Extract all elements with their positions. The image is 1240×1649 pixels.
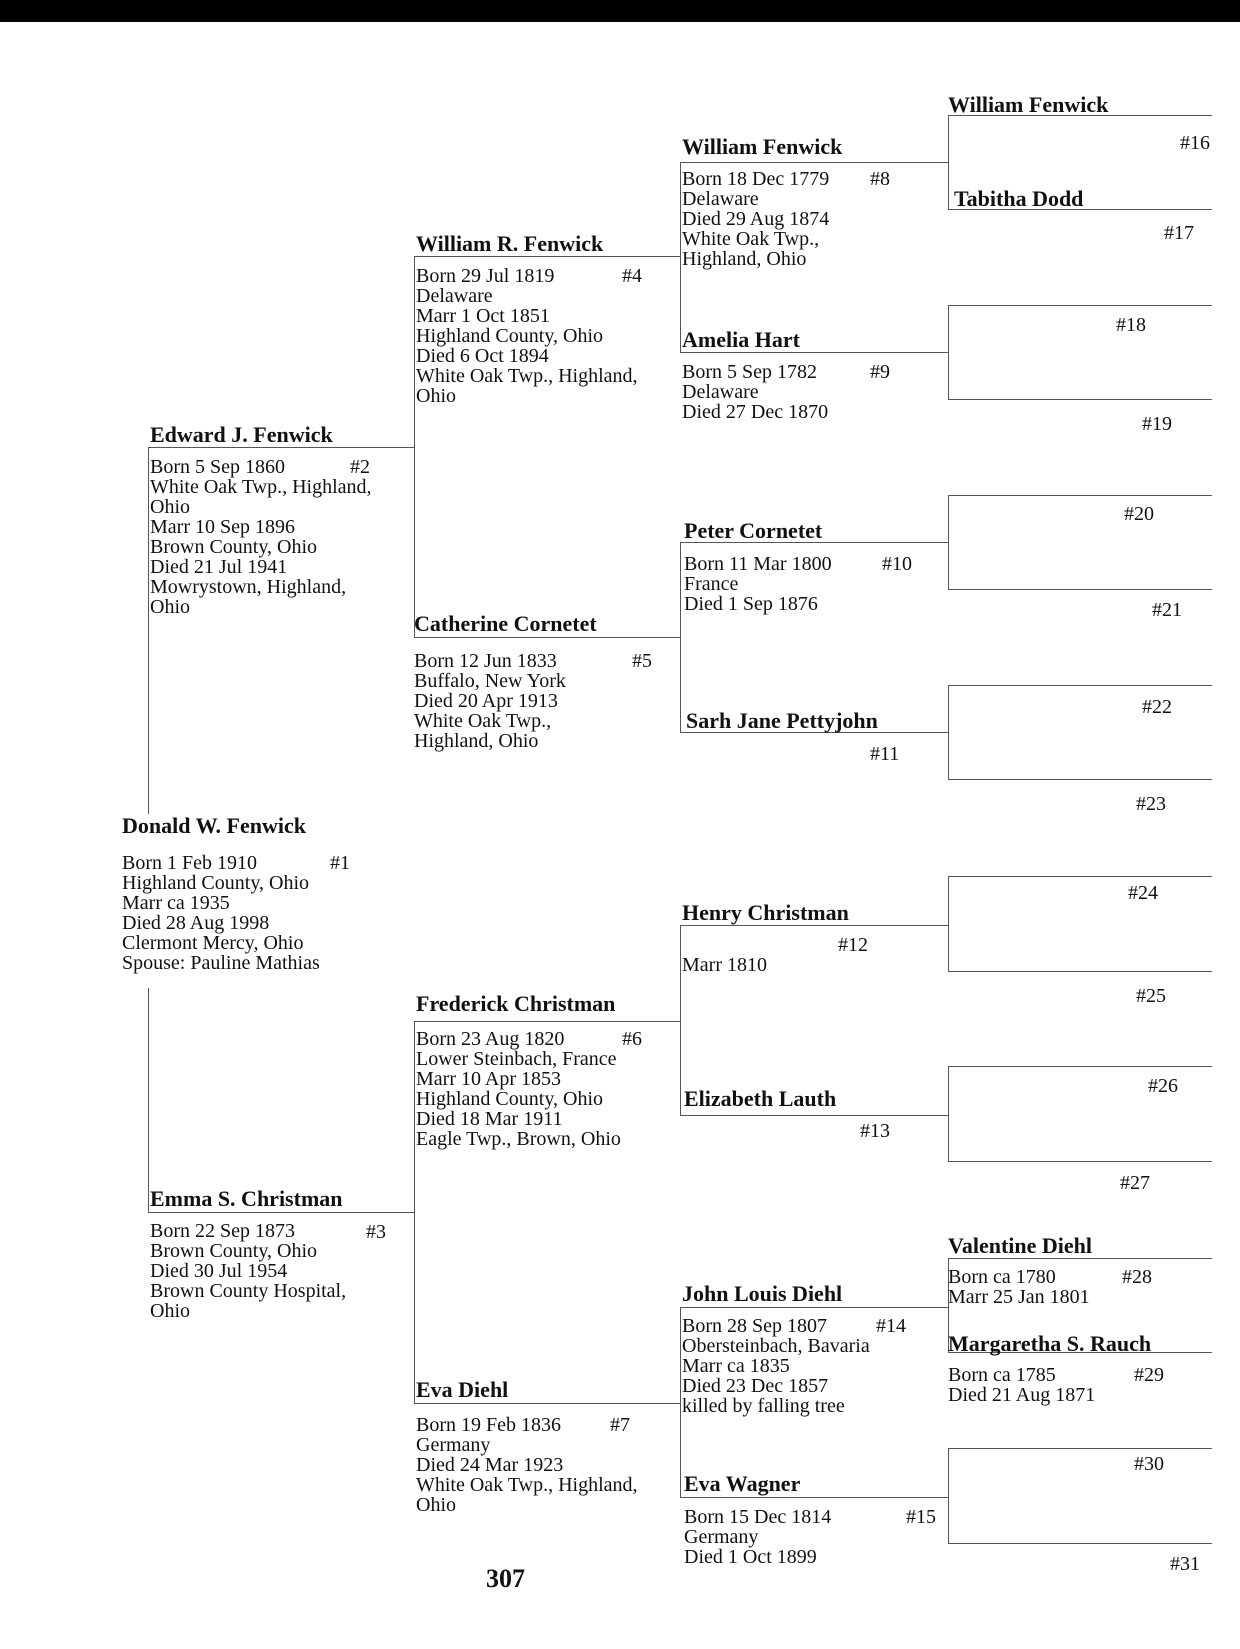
person-number: #13	[860, 1120, 890, 1142]
person-number: #6	[622, 1028, 642, 1050]
person-number: #16	[1180, 132, 1210, 154]
person-details: Born 19 Feb 1836 Germany Died 24 Mar 1923 White Oak Twp., Highland, Ohio	[416, 1414, 638, 1516]
person-name: Elizabeth Lauth	[684, 1086, 837, 1111]
person-name: Tabitha Dodd	[954, 186, 1084, 211]
person-30-number: #30	[1134, 1453, 1164, 1475]
person-number: #10	[882, 553, 912, 575]
person-number: #28	[1122, 1266, 1152, 1288]
person-details: Born 29 Jul 1819 Delaware Marr 1 Oct 1851 Highland County, Ohio Died 6 Oct 1894 White Oak Twp., Highland, Ohio	[416, 265, 638, 407]
person-number: #7	[610, 1414, 630, 1436]
person-name: Margaretha S. Rauch	[948, 1331, 1152, 1356]
person-number: #2	[350, 456, 370, 478]
person-number: #11	[870, 743, 900, 765]
person-name: William Fenwick	[682, 134, 843, 159]
person-22-number: #22	[1142, 696, 1172, 718]
person-number: #17	[1164, 222, 1194, 244]
person-name: Edward J. Fenwick	[150, 422, 333, 447]
person-31-number: #31	[1170, 1553, 1200, 1575]
person-number: #4	[622, 265, 642, 287]
person-21-number: #21	[1152, 599, 1182, 621]
person-details: Born 28 Sep 1807 Obersteinbach, Bavaria Marr ca 1835 Died 23 Dec 1857 killed by falling tree	[682, 1315, 870, 1417]
person-details: Born 5 Sep 1782 Delaware Died 27 Dec 1870	[682, 361, 829, 423]
person-name: Valentine Diehl	[948, 1233, 1093, 1258]
person-name: Eva Wagner	[684, 1471, 801, 1496]
person-name: Eva Diehl	[416, 1377, 509, 1402]
person-name: Frederick Christman	[416, 991, 616, 1016]
person-details: Born 18 Dec 1779 Delaware Died 29 Aug 1874 White Oak Twp., Highland, Ohio	[682, 168, 830, 270]
person-details: Born 23 Aug 1820 Lower Steinbach, France Marr 10 Apr 1853 Highland County, Ohio Died 18 Mar 1911 Eagle Twp., Brown, Ohio	[416, 1028, 621, 1150]
person-number: #14	[876, 1315, 906, 1337]
person-19-number: #19	[1142, 413, 1172, 435]
person-number: #15	[906, 1506, 936, 1528]
person-24-number: #24	[1128, 882, 1158, 904]
person-details: Marr 1810	[682, 954, 767, 976]
person-name: Catherine Cornetet	[414, 611, 597, 636]
person-name: Amelia Hart	[682, 327, 800, 352]
person-details: Born 15 Dec 1814 Germany Died 1 Oct 1899	[684, 1506, 832, 1568]
person-25-number: #25	[1136, 985, 1166, 1007]
person-number: #12	[838, 934, 868, 956]
person-details: Born 5 Sep 1860 White Oak Twp., Highland, Ohio Marr 10 Sep 1896 Brown County, Ohio Died 21 Jul 1941 Mowrystown, Highland, Ohio	[150, 456, 372, 618]
person-details: Born ca 1780 Marr 25 Jan 1801	[948, 1266, 1090, 1308]
person-23-number: #23	[1136, 793, 1166, 815]
person-name: Peter Cornetet	[684, 518, 823, 543]
person-number: #5	[632, 650, 652, 672]
person-number: #1	[330, 852, 350, 874]
person-details: Born 1 Feb 1910 Highland County, Ohio Marr ca 1935 Died 28 Aug 1998 Clermont Mercy, Ohio Spouse: Pauline Mathias	[122, 852, 320, 974]
person-number: #8	[870, 168, 890, 190]
person-number: #3	[366, 1221, 386, 1243]
person-name: Donald W. Fenwick	[122, 813, 306, 838]
page-number: 307	[486, 1564, 525, 1593]
person-details: Born 11 Mar 1800 France Died 1 Sep 1876	[684, 553, 832, 615]
person-name: William R. Fenwick	[416, 231, 604, 256]
person-name: Emma S. Christman	[150, 1186, 343, 1211]
person-27-number: #27	[1120, 1172, 1150, 1194]
person-name: John Louis Diehl	[682, 1281, 843, 1306]
person-20-number: #20	[1124, 503, 1154, 525]
scan-top-border	[0, 0, 1240, 22]
person-details: Born ca 1785 Died 21 Aug 1871	[948, 1364, 1096, 1406]
person-number: #29	[1134, 1364, 1164, 1386]
person-26-number: #26	[1148, 1075, 1178, 1097]
person-details: Born 22 Sep 1873 Brown County, Ohio Died 30 Jul 1954 Brown County Hospital, Ohio	[150, 1220, 347, 1322]
person-name: Henry Christman	[682, 900, 849, 925]
person-number: #9	[870, 361, 890, 383]
person-name: Sarh Jane Pettyjohn	[686, 708, 878, 733]
person-18-number: #18	[1116, 314, 1146, 336]
person-details: Born 12 Jun 1833 Buffalo, New York Died 20 Apr 1913 White Oak Twp., Highland, Ohio	[414, 650, 566, 752]
person-name: William Fenwick	[948, 92, 1109, 117]
